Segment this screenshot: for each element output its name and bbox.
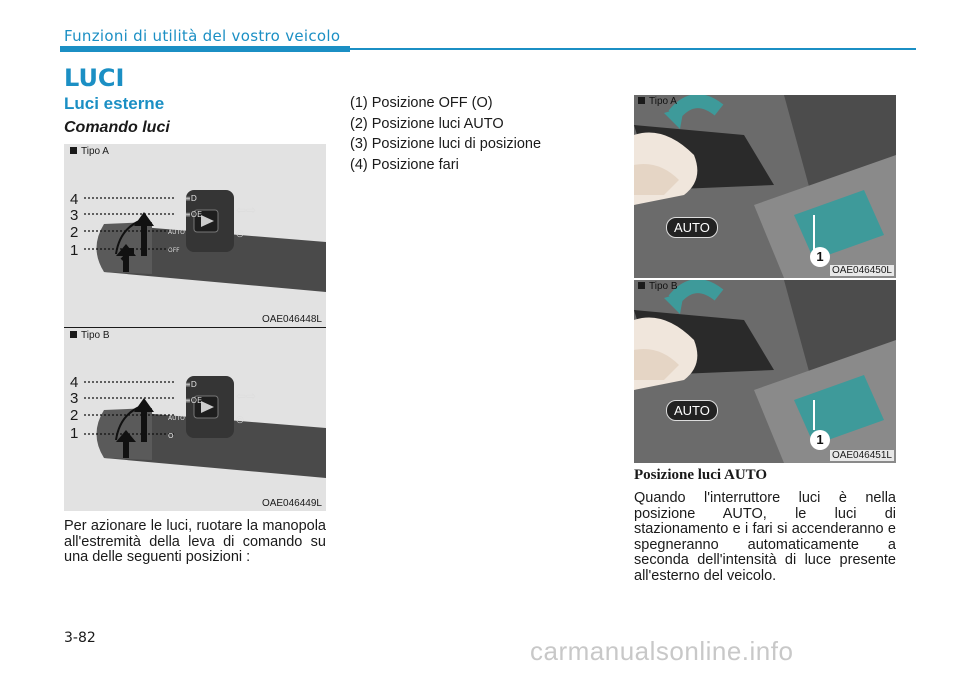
callout-number: 1 xyxy=(810,430,830,450)
positions-list xyxy=(350,93,600,175)
svg-text:◎: ◎ xyxy=(236,229,244,239)
position-label-3: 3 xyxy=(70,390,79,407)
figure-code: OAE046448L xyxy=(261,314,322,325)
auto-paragraph: Quando l'interruttore luci è nella posizione AUTO, le luci di stazionamento e i fari si accenderanno e spegneranno automaticamente a seconda dell'intensità di luce presente all'esterno del veicolo. xyxy=(634,490,896,584)
page-number: 3-82 xyxy=(64,630,96,646)
auto-heading: Posizione luci AUTO xyxy=(634,467,768,483)
position-label-4: 4 xyxy=(70,191,79,208)
svg-text:≡OE: ≡OE xyxy=(184,210,203,219)
figure-left-a xyxy=(64,144,326,327)
figure-code: OAE046450L xyxy=(831,265,892,276)
figure-code: OAE046449L xyxy=(261,498,322,509)
svg-text:⇦⇨: ⇦⇨ xyxy=(236,389,257,403)
position-label-1: 1 xyxy=(70,242,79,259)
position-label-1: 1 xyxy=(70,425,79,442)
svg-text:AUTO: AUTO xyxy=(168,229,185,236)
dashboard-photo xyxy=(634,95,896,278)
position-label-2: 2 xyxy=(70,224,79,241)
svg-text:≡D: ≡D xyxy=(184,380,197,389)
subsection-title: Luci esterne xyxy=(64,94,165,113)
position-label-4: 4 xyxy=(70,374,79,391)
list-item: (2) Posizione luci AUTO xyxy=(350,115,504,132)
position-label-2: 2 xyxy=(70,407,79,424)
figure-type-label: Tipo A xyxy=(638,96,677,107)
svg-text:OFF: OFF xyxy=(168,247,180,254)
list-item: (3) Posizione luci di posizione xyxy=(350,136,542,152)
position-label-3: 3 xyxy=(70,207,79,224)
header-rule xyxy=(350,48,916,50)
figure-type-label: Tipo B xyxy=(70,330,110,341)
watermark: carmanualsonline.info xyxy=(530,636,794,666)
callout-number: 1 xyxy=(810,247,830,267)
figure-right-a xyxy=(634,95,896,278)
figure-type-label: Tipo A xyxy=(70,146,109,157)
figure-type-label: Tipo B xyxy=(638,281,678,292)
svg-text:AUTO: AUTO xyxy=(168,415,185,422)
header-bar xyxy=(60,46,350,52)
figure-right-b xyxy=(634,280,896,463)
auto-badge: AUTO xyxy=(666,400,718,421)
svg-text:◎: ◎ xyxy=(236,415,244,425)
auto-badge: AUTO xyxy=(666,217,718,238)
section-title: LUCI xyxy=(64,64,125,92)
svg-text:≡OE: ≡OE xyxy=(184,396,203,405)
svg-text:O: O xyxy=(168,432,174,440)
running-header: Funzioni di utilità del vostro veicolo xyxy=(64,27,341,45)
light-stalk-illustration xyxy=(64,164,326,314)
list-item: (1) Posizione OFF (O) xyxy=(350,95,493,111)
list-item: (4) Posizione fari xyxy=(350,156,459,173)
svg-text:≡D: ≡D xyxy=(184,194,197,203)
dashboard-photo xyxy=(634,280,896,463)
light-stalk-illustration xyxy=(64,348,326,498)
figure-code: OAE046451L xyxy=(831,450,892,461)
subsubsection-title: Comando luci xyxy=(64,119,170,136)
svg-text:⇦⇨: ⇦⇨ xyxy=(236,203,257,217)
figure-left-b xyxy=(64,328,326,511)
intro-paragraph: Per azionare le luci, ruotare la manopola all'estremità della leva di comando su una delle seguenti posizioni : xyxy=(64,518,326,565)
